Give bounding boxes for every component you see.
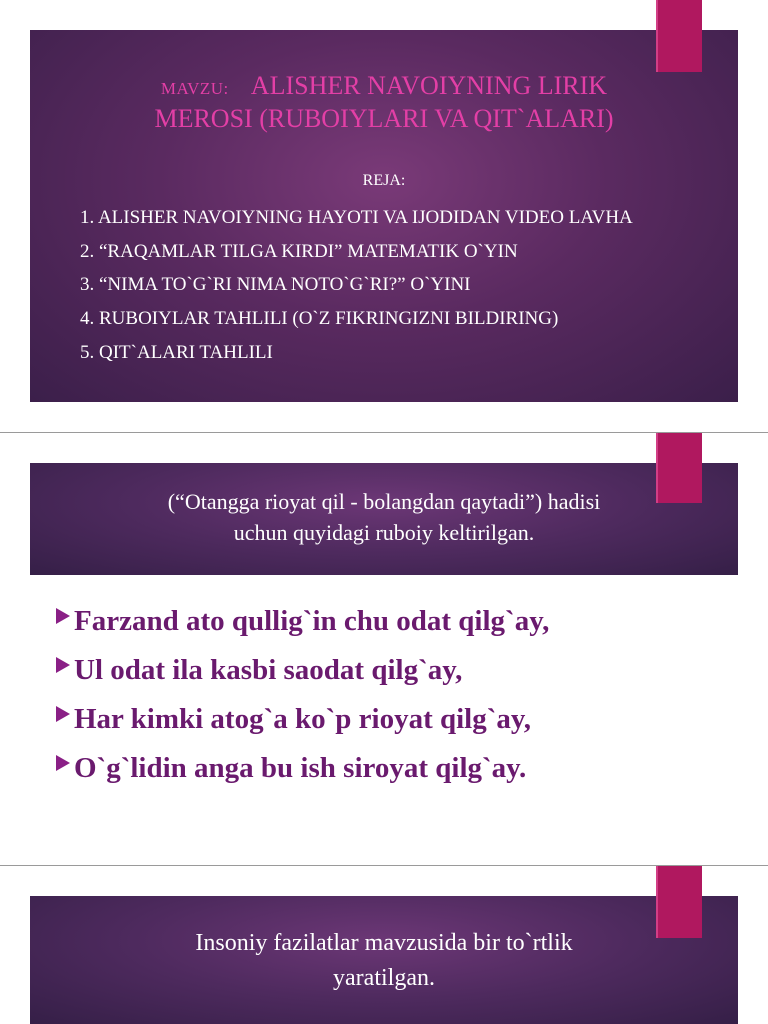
slide-1 xyxy=(0,0,768,432)
accent-bar xyxy=(656,0,702,72)
plan-item: 5. QIT`ALARI TAHLILI xyxy=(80,341,273,363)
plan-item: 1. ALISHER NAVOIYNING HAYOTI VA IJODIDAN VIDEO LAVHA xyxy=(80,207,633,228)
plan-item: 4. RUBOIYLAR TAHLILI (O`Z FIKRINGIZNI BILDIRING) xyxy=(80,308,559,330)
slide-1-title-panel xyxy=(30,30,738,402)
slide-3-caption-line-1: Insoniy fazilatlar mavzusida bir to`rtlik xyxy=(195,930,573,956)
slide-title xyxy=(30,70,738,135)
title-line-2: MEROSI (RUBOIYLARI VA QIT`ALARI) xyxy=(154,103,614,133)
verse-text: O`g`lidin anga bu ish siroyat qilg`ay. xyxy=(74,752,527,784)
slide-2-header-panel xyxy=(30,463,738,575)
bullet-triangle-icon xyxy=(56,706,70,722)
verse-line xyxy=(56,646,549,695)
hadith-caption-line-1: (“Otangga rioyat qil - bolangdan qaytadi”) hadisi xyxy=(167,489,601,514)
title-prefix: MAVZU: xyxy=(160,79,229,98)
ruboiy-verses xyxy=(56,597,549,793)
verse-text: Farzand ato qullig`in chu odat qilg`ay, xyxy=(74,605,550,637)
title-line-1: ALISHER NAVOIYNING LIRIK xyxy=(250,71,608,100)
bullet-triangle-icon xyxy=(56,657,70,673)
slide-2 xyxy=(0,433,768,865)
slide-3-caption-line-2: yaratilgan. xyxy=(333,964,435,991)
hadith-caption-line-2: uchun quyidagi ruboiy keltirilgan. xyxy=(233,519,535,545)
plan-list xyxy=(80,206,680,374)
slide-3-caption xyxy=(30,926,738,996)
plan-heading: REJA: xyxy=(362,172,406,189)
bullet-triangle-icon xyxy=(56,608,70,624)
hadith-caption xyxy=(30,487,738,549)
verse-text: Ul odat ila kasbi saodat qilg`ay, xyxy=(74,654,463,686)
verse-line xyxy=(56,744,549,793)
plan-item: 2. “RAQAMLAR TILGA KIRDI” MATEMATIK O`YIN xyxy=(80,240,518,262)
verse-text: Har kimki atog`a ko`p rioyat qilg`ay, xyxy=(74,703,532,735)
accent-bar xyxy=(656,433,702,503)
slide-3 xyxy=(0,866,768,1024)
verse-line xyxy=(56,695,549,744)
slide-3-header-panel xyxy=(30,896,738,1024)
plan-item: 3. “NIMA TO`G`RI NIMA NOTO`G`RI?” O`YINI xyxy=(80,274,471,296)
accent-bar xyxy=(656,866,702,938)
bullet-triangle-icon xyxy=(56,755,70,771)
verse-line xyxy=(56,597,549,646)
